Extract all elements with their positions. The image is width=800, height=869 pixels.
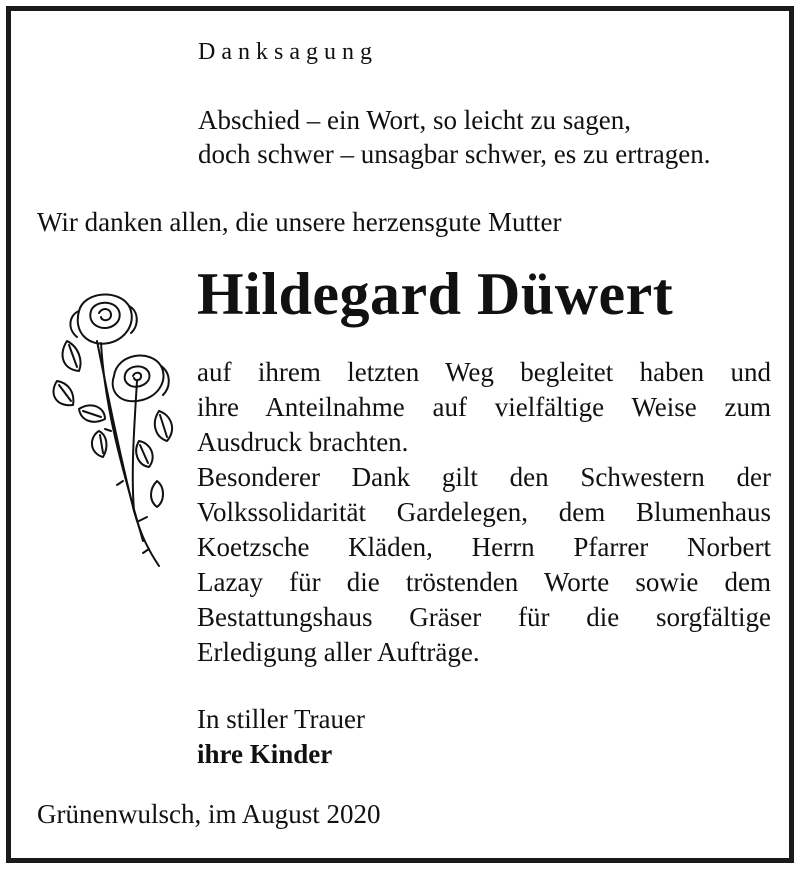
body-line: Koetzsche Kläden, Herrn Pfarrer Norbert [197, 532, 771, 562]
rose-icon [39, 281, 189, 571]
place-date: Grünenwulsch, im August 2020 [37, 799, 381, 829]
poem-line: Abschied – ein Wort, so leicht zu sagen, [198, 105, 631, 135]
body-line: auf ihrem letzten Weg begleitet haben und [197, 357, 771, 387]
body-line: Erledigung aller Aufträge. [197, 637, 480, 667]
signature-intro: In stiller Trauer [197, 704, 365, 734]
thanks-intro: Wir danken allen, die unsere herzensgute Mutter [37, 207, 562, 237]
poem-line: doch schwer – unsagbar schwer, es zu ertragen. [198, 139, 711, 169]
body-line: Ausdruck brachten. [197, 427, 409, 457]
body-paragraph [197, 355, 771, 670]
body-line: Lazay für die tröstenden Worte sowie dem [197, 567, 771, 597]
poem-quote [198, 103, 710, 171]
deceased-name: Hildegard Düwert [197, 261, 674, 327]
body-line: ihre Anteilnahme auf vielfältige Weise zum [197, 392, 771, 422]
heading-danksagung: Danksagung [198, 39, 378, 65]
body-line: Volkssolidarität Gardelegen, dem Blumenhaus [197, 497, 771, 527]
obituary-notice [6, 6, 794, 863]
signature-name: ihre Kinder [197, 739, 333, 769]
body-line: Bestattungshaus Gräser für die sorgfältige [197, 602, 771, 632]
body-line: Besonderer Dank gilt den Schwestern der [197, 462, 771, 492]
signature-block [197, 702, 365, 772]
